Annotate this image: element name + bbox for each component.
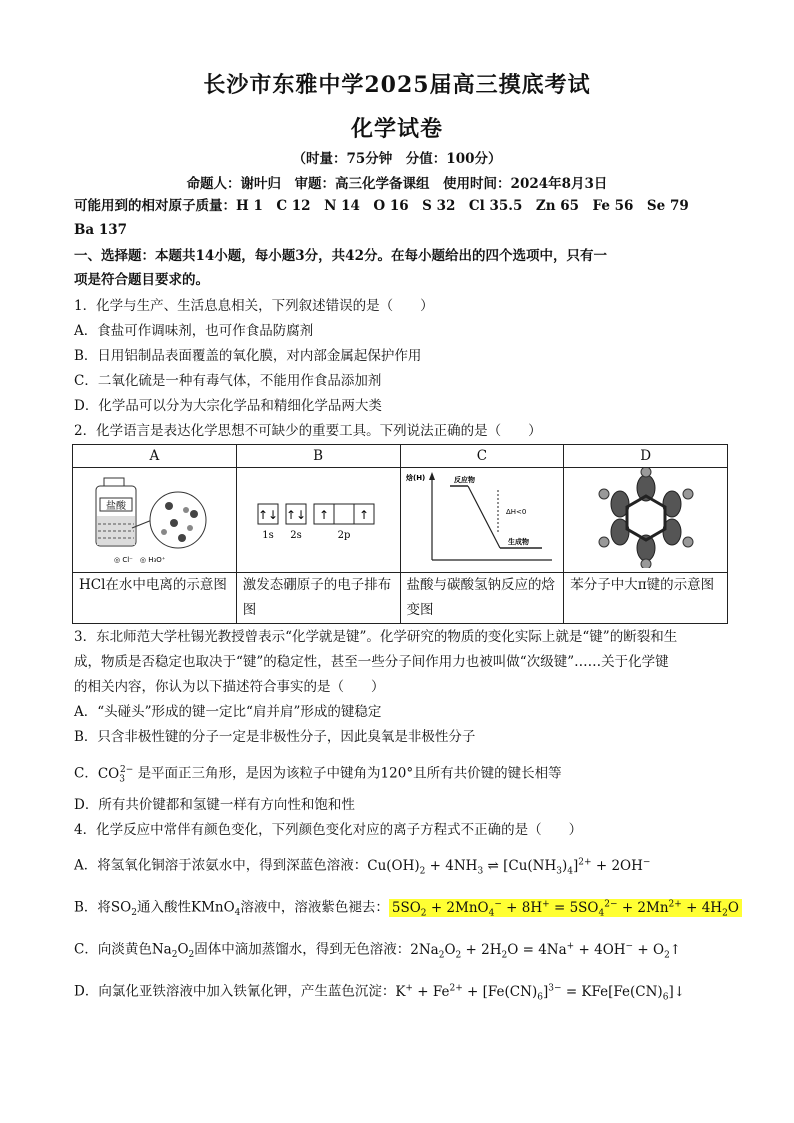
enthalpy-diagram <box>402 468 562 568</box>
figure-b <box>236 468 400 573</box>
section-heading: 一、选择题：本题共14小题，每小题3分，共42分。在每小题给出的四个选项中，只有一 <box>74 248 607 264</box>
benzene-pi-bond-diagram <box>566 468 726 568</box>
q4-option-a <box>74 852 724 881</box>
y-axis-label: 焓(H) <box>405 474 426 482</box>
q1-option-b: B．日用铝制品表面覆盖的氧化膜，对内部金属起保护作用 <box>74 348 422 364</box>
q2-options-table <box>72 444 728 624</box>
atomic-mass-line-2: Ba 137 <box>74 222 128 238</box>
col-header-c: C <box>400 445 564 468</box>
figure-d <box>564 468 728 573</box>
q3-stem-1: 3．东北师范大学杜锡光教授曾表示“化学就是键”。化学研究的物质的变化实际上就是“键”的断裂和生 <box>74 629 678 645</box>
q3-option-c: C．$CO_3^{2-}$ 是平面正三角形，是因为该粒子中键角为120°且所有共价键的键长相等 <box>74 765 562 785</box>
label-2p: 2p <box>337 530 351 541</box>
authors-line: 命题人：谢叶归 审题：高三化学备课组 使用时间：2024年8月3日 <box>186 176 608 192</box>
q3-option-d: D．所有共价键都和氢键一样有方向性和饱和性 <box>74 797 355 813</box>
hcl-ionization-diagram <box>74 468 234 568</box>
caption-d: 苯分子中大π键的示意图 <box>564 573 728 624</box>
atomic-mass-line: 可能用到的相对原子质量：H 1 C 12 N 14 O 16 S 32 Cl 35.5 Zn 65 Fe 56 Se 79 <box>74 198 689 214</box>
legend-text: ◎ Cl⁻ ◎ H₃O⁺ <box>114 556 166 564</box>
equation-c: $2Na_2O_2 + 2H_2O = 4Na^+ + 4OH^-$ + $O_2↑$ <box>410 941 682 961</box>
carbonate-ion: $CO_3^{2-}$ <box>97 765 134 785</box>
exam-title: 长沙市东雅中学2025届高三摸底考试 <box>203 72 591 98</box>
q3-option-c-text: 是平面正三角形，是因为该粒子中键角为120°且所有共价键的键长相等 <box>137 765 562 782</box>
caption-c: 盐酸与碳酸氢钠反应的焓变图 <box>400 573 564 624</box>
label-1s: 1s <box>262 530 274 541</box>
q1-option-a: A．食盐可作调味剂，也可作食品防腐剂 <box>74 323 314 339</box>
equation-a: $Cu(OH)_2 + 4NH_3$ ⇌ $[Cu(NH_3)_4]^{2+} + 2OH^-$ <box>367 857 651 877</box>
section-heading-2: 项是符合题目要求的。 <box>74 272 209 288</box>
q1-stem: 1．化学与生产、生活息息相关，下列叙述错误的是（ ） <box>74 298 434 314</box>
label-2s: 2s <box>290 530 302 541</box>
q3-stem-3: 的相关内容，你认为以下描述符合事实的是（ ） <box>74 679 385 695</box>
q4-stem: 4．化学反应中常伴有颜色变化，下列颜色变化对应的离子方程式不正确的是（ ） <box>74 822 583 838</box>
time-score: （时量：75分钟 分值：100分） <box>292 151 502 167</box>
q3-option-a: A．“头碰头”形成的键一定比“肩并肩”形成的键稳定 <box>74 704 382 720</box>
svg-text:↑↓: ↑↓ <box>286 508 307 522</box>
q4-option-c: C．向淡黄色$Na_2O_2$固体中滴加蒸馏水，得到无色溶液：$2Na_2O_2 + 2H_2O = 4Na^+ + 4OH^-$ + $O_2↑$ <box>74 941 682 961</box>
q1-option-d: D．化学品可以分为大宗化学品和精细化学品两大类 <box>74 398 382 414</box>
caption-b: 激发态硼原子的电子排布图 <box>236 573 400 624</box>
q4-option-d <box>74 978 724 1007</box>
product-label: 生成物 <box>507 538 529 546</box>
q4-option-b: B．将$SO_2$通入酸性KMnO$_4$溶液中，溶液紫色褪去： $5SO_2 + 2MnO_4^- + 8H^+ = 5SO_4^{2-} + 2Mn^{2+} + 4H_2O$ <box>74 894 724 923</box>
bottle-label: 盐酸 <box>106 501 127 512</box>
q4-option-a-text: A．将氢氧化铜溶于浓氨水中，得到深蓝色溶液： <box>74 857 368 874</box>
q1-option-c: C．二氧化硫是一种有毒气体，不能用作食品添加剂 <box>74 373 382 389</box>
reactant-label: 反应物 <box>453 476 475 484</box>
svg-text:↑: ↑ <box>319 508 330 522</box>
figure-a <box>73 468 237 573</box>
col-header-b: B <box>236 445 400 468</box>
exam-subtitle: 化学试卷 <box>350 116 443 142</box>
col-header-d: D <box>564 445 728 468</box>
col-header-a: A <box>73 445 237 468</box>
svg-text:↑: ↑ <box>359 508 370 522</box>
q2-stem: 2．化学语言是表达化学思想不可缺少的重要工具。下列说法正确的是（ ） <box>74 423 542 439</box>
figure-c <box>400 468 564 573</box>
q3-option-b: B．只含非极性键的分子一定是非极性分子，因此臭氧是非极性分子 <box>74 729 476 745</box>
svg-text:↑↓: ↑↓ <box>258 508 279 522</box>
q3-stem-2: 成，物质是否稳定也取决于“键”的稳定性，甚至一些分子间作用力也被叫做“次级键”……关于化学键 <box>74 654 669 670</box>
delta-h-label: ΔH<0 <box>505 508 527 516</box>
boron-orbital-diagram <box>238 468 398 568</box>
equation-b-highlighted: $5SO_2 + 2MnO_4^- + 8H^+ = 5SO_4^{2-} + 2Mn^{2+} + 4H_2O$ <box>389 899 742 917</box>
q4-option-d-text: D．向氯化亚铁溶液中加入铁氰化钾，产生蓝色沉淀： <box>74 983 396 1000</box>
caption-a: HCl在水中电离的示意图 <box>73 573 237 624</box>
equation-d: $K^+ + Fe^{2+} + [Fe(CN)_6]^{3-}$ = $KFe[Fe(CN)_6]↓$ <box>395 983 686 1003</box>
